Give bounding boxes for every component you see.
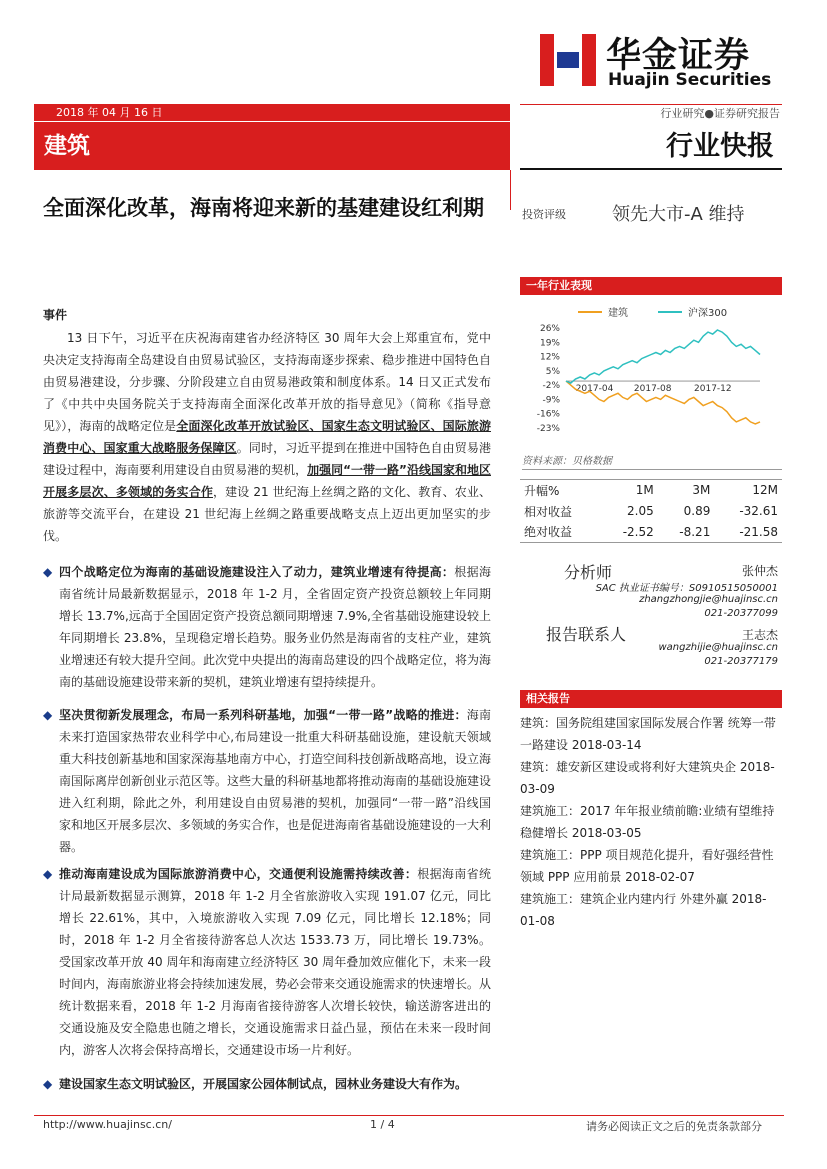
related-report-item[interactable]: 建筑施工：建筑企业内建内行 外建外赢 2018-01-08 bbox=[520, 892, 767, 928]
column-divider bbox=[510, 170, 511, 210]
table-cell: 2.05 bbox=[627, 504, 654, 518]
x-tick-label: 2017-08 bbox=[633, 384, 672, 395]
rating-value: 领先大市-A 维持 bbox=[612, 204, 745, 225]
footer-divider bbox=[34, 1115, 784, 1116]
point-text: 海南未来打造国家热带农业科学中心,布局建设一批重大科研基础设施，建设航天领域重大科技创新基地和国家深海基地南方中心，打造空间科技创新战略高地，设立海南国际离岸创新创业示范区等。这些大量的科研基地都将推动海南的基础设施建设进入红利期，除此之外，利用建设自由贸易港的契机，加强同“一带一路”沿线国家和地区开展多层次、多领域的务实合作，也是促进海南省基础设施建设的一大利器。 bbox=[59, 708, 492, 854]
related-report-item[interactable]: 建筑施工：PPP 项目规范化提升，看好强经营性领域 PPP 应用前景 2018-02-07 bbox=[520, 848, 774, 884]
y-tick-label: 19% bbox=[539, 338, 560, 349]
point-paragraph bbox=[59, 704, 491, 858]
column-header: 升幅% bbox=[520, 480, 601, 501]
column-header: 12M bbox=[714, 480, 782, 501]
report-category: 行业研究●证券研究报告 bbox=[520, 104, 782, 121]
table-cell: -21.58 bbox=[714, 522, 782, 543]
row-label: 相对收益 bbox=[524, 504, 573, 519]
chart-source: 资料来源：贝格数据 bbox=[522, 452, 782, 470]
performance-section-title: 一年行业表现 bbox=[520, 277, 782, 295]
page-number: 1 / 4 bbox=[370, 1118, 395, 1131]
table-header-row bbox=[520, 480, 782, 501]
event-heading: 事件 bbox=[43, 308, 68, 322]
analyst-phone: 021-20377099 bbox=[704, 608, 778, 619]
related-report-item[interactable]: 建筑施工：2017 年年报业绩前瞻:业绩有望维持稳健增长 2018-03-05 bbox=[520, 804, 775, 840]
point-heading: 推动海南建设成为国际旅游消费中心，交通便利设施需持续改善： bbox=[59, 867, 418, 881]
legend-label: 沪深300 bbox=[688, 308, 728, 319]
y-tick-label: 26% bbox=[539, 324, 560, 334]
contact-name: 王志杰 bbox=[741, 628, 778, 642]
y-tick-label: 5% bbox=[545, 366, 560, 377]
investment-rating bbox=[522, 200, 782, 230]
contact-role: 报告联系人 bbox=[546, 625, 627, 644]
analyst-block bbox=[520, 560, 782, 580]
point-paragraph bbox=[59, 863, 491, 1061]
sector-label: 建筑 bbox=[34, 122, 510, 170]
analyst-cert: SAC 执业证书编号：S0910515050001 bbox=[595, 583, 778, 594]
performance-table bbox=[520, 479, 782, 543]
report-type: 行业快报 bbox=[520, 124, 782, 170]
table-row bbox=[520, 501, 782, 522]
event-text: 。同时，习近平提到在推进中国特色自由贸易港建设过程中，海南要利用建设自由贸易港的契机， bbox=[43, 441, 491, 477]
column-header: 1M bbox=[601, 480, 658, 501]
point-paragraph bbox=[59, 1073, 491, 1095]
legend-label: 建筑 bbox=[608, 308, 628, 319]
brand-name-cn: 华金证券 bbox=[606, 36, 751, 76]
contact-block bbox=[520, 622, 782, 642]
event-text: 13 日下午，习近平在庆祝海南建省办经济特区 30 周年大会上郑重宣布，党中央决定支持海南全岛建设自由贸易试验区，支持海南逐步探索、稳步推进中国特色自由贸易港建设，分步骤、分阶段建立自由贸易港政策和制度体系。14 日又正式发布了《中共中央国务院关于支持海南全面深化改革开放的指导意见》（简称《指导意见》），海南的战略定位是 bbox=[43, 331, 491, 433]
point-paragraph bbox=[59, 561, 491, 693]
related-reports-list bbox=[520, 712, 782, 932]
page-title: 全面深化改革，海南将迎来新的基建建设红利期 bbox=[43, 196, 484, 220]
diamond-bullet-icon: ◆ bbox=[43, 1077, 53, 1091]
point-heading: 四个战略定位为海南的基础设施建设注入了动力，建筑业增速有待提高： bbox=[59, 565, 455, 579]
analyst-role: 分析师 bbox=[564, 563, 613, 582]
rating-label: 投资评级 bbox=[522, 208, 566, 221]
diamond-bullet-icon: ◆ bbox=[43, 867, 53, 881]
belt-road-emphasis: 加强同“一带一路”沿线国家和地区开展多层次、多领域的务实合作 bbox=[43, 463, 491, 499]
y-tick-label: -2% bbox=[542, 381, 560, 392]
y-tick-label: 12% bbox=[539, 352, 560, 363]
performance-chart bbox=[520, 298, 782, 448]
huajin-logo-mark-icon bbox=[540, 34, 596, 86]
x-tick-label: 2017-04 bbox=[575, 384, 614, 395]
point-heading: 建设国家生态文明试验区，开展国家公园体制试点，园林业务建设大有作为。 bbox=[59, 1077, 468, 1091]
point-text: 根据海南省统计局最新数据显示，2018 年 1-2 月，全省固定资产投资总额较上年同期增长 13.7%,远高于全国固定资产投资总额同期增速 7.9%,全省基础设施建设较上年同期增长 23.8%，呈现稳定增长趋势。服务业仍然是海南省的支柱产业，建筑业增速还有较大提升空间。此次党中央提出的海南岛建设的四个战略定位，将为海南的基础设施建设带来新的契机，建筑业增速有望持续提升。 bbox=[59, 565, 492, 689]
related-report-item[interactable]: 建筑：雄安新区建设或将利好大建筑央企 2018-03-09 bbox=[520, 760, 775, 796]
analyst-name: 张仲杰 bbox=[741, 564, 778, 578]
table-cell: -32.61 bbox=[739, 504, 778, 518]
strategic-positioning: 全面深化改革开放试验区、国家生态文明试验区、国际旅游消费中心、国家重大战略服务保障区 bbox=[43, 419, 491, 455]
huajin-logo bbox=[540, 30, 790, 92]
y-tick-label: -9% bbox=[542, 395, 560, 406]
diamond-bullet-icon: ◆ bbox=[43, 708, 53, 722]
related-reports-title: 相关报告 bbox=[520, 690, 782, 708]
event-section bbox=[43, 306, 491, 547]
diamond-bullet-icon: ◆ bbox=[43, 565, 53, 579]
report-date: 2018 年 04 月 16 日 bbox=[34, 104, 510, 121]
row-label: 绝对收益 bbox=[520, 522, 601, 543]
footer-disclaimer: 请务必阅读正文之后的免责条款部分 bbox=[586, 1120, 762, 1133]
point-heading: 坚决贯彻新发展理念，布局一系列科研基地，加强“一带一路”战略的推进： bbox=[59, 708, 467, 722]
event-paragraph bbox=[43, 327, 491, 547]
brand-name-en: Huajin Securities bbox=[608, 70, 772, 90]
point-text: 根据海南省统计局最新数据显示测算，2018 年 1-2 月全省旅游收入实现 191.07 亿元，同比增长 22.61%，其中，入境旅游收入实现 7.09 亿元，同比增长 12.18%；同时，2018 年 1-2 月全省接待游客总人次达 1533.73 万，同比增长 19.73%。受国家改革开放 40 周年和海南建立经济特区 30 周年叠加效应催化下，未来一段时间内，海南旅游业将会持续加速发展，势必会带来交通设施需求的快速增长。从统计数据来看，2018 年 1-2 月海南省接待游客人次增长较快，输送游客进出的交通设施及安全隐患也随之增长，交通设施需求日益凸显，预估在未来一段时间内，游客人次将会保持高增长，交通建设市场一片利好。 bbox=[59, 867, 492, 1057]
table-cell: -8.21 bbox=[658, 522, 715, 543]
column-header: 3M bbox=[658, 480, 715, 501]
related-report-item[interactable]: 建筑：国务院组建国家国际发展合作署 统筹一带一路建设 2018-03-14 bbox=[520, 716, 776, 752]
event-text: ，建设 21 世纪海上丝绸之路的文化、教育、农业、旅游等交流平台，在建设 21 世纪海上丝绸之路重要战略支点上迈出更加坚实的步伐。 bbox=[43, 485, 491, 543]
y-tick-label: -23% bbox=[536, 424, 560, 434]
performance-chart-svg bbox=[520, 298, 782, 448]
series-line bbox=[566, 330, 760, 383]
x-tick-label: 2017-12 bbox=[694, 384, 732, 395]
contact-phone: 021-20377179 bbox=[704, 656, 778, 667]
table-cell: -2.52 bbox=[601, 522, 658, 543]
table-cell: 0.89 bbox=[683, 504, 711, 518]
table-row bbox=[520, 522, 782, 543]
contact-email[interactable]: wangzhijie@huajinsc.cn bbox=[658, 642, 778, 653]
analyst-email[interactable]: zhangzhongjie@huajinsc.cn bbox=[639, 594, 778, 605]
y-tick-label: -16% bbox=[536, 409, 560, 420]
footer-url[interactable]: http://www.huajinsc.cn/ bbox=[43, 1118, 172, 1131]
